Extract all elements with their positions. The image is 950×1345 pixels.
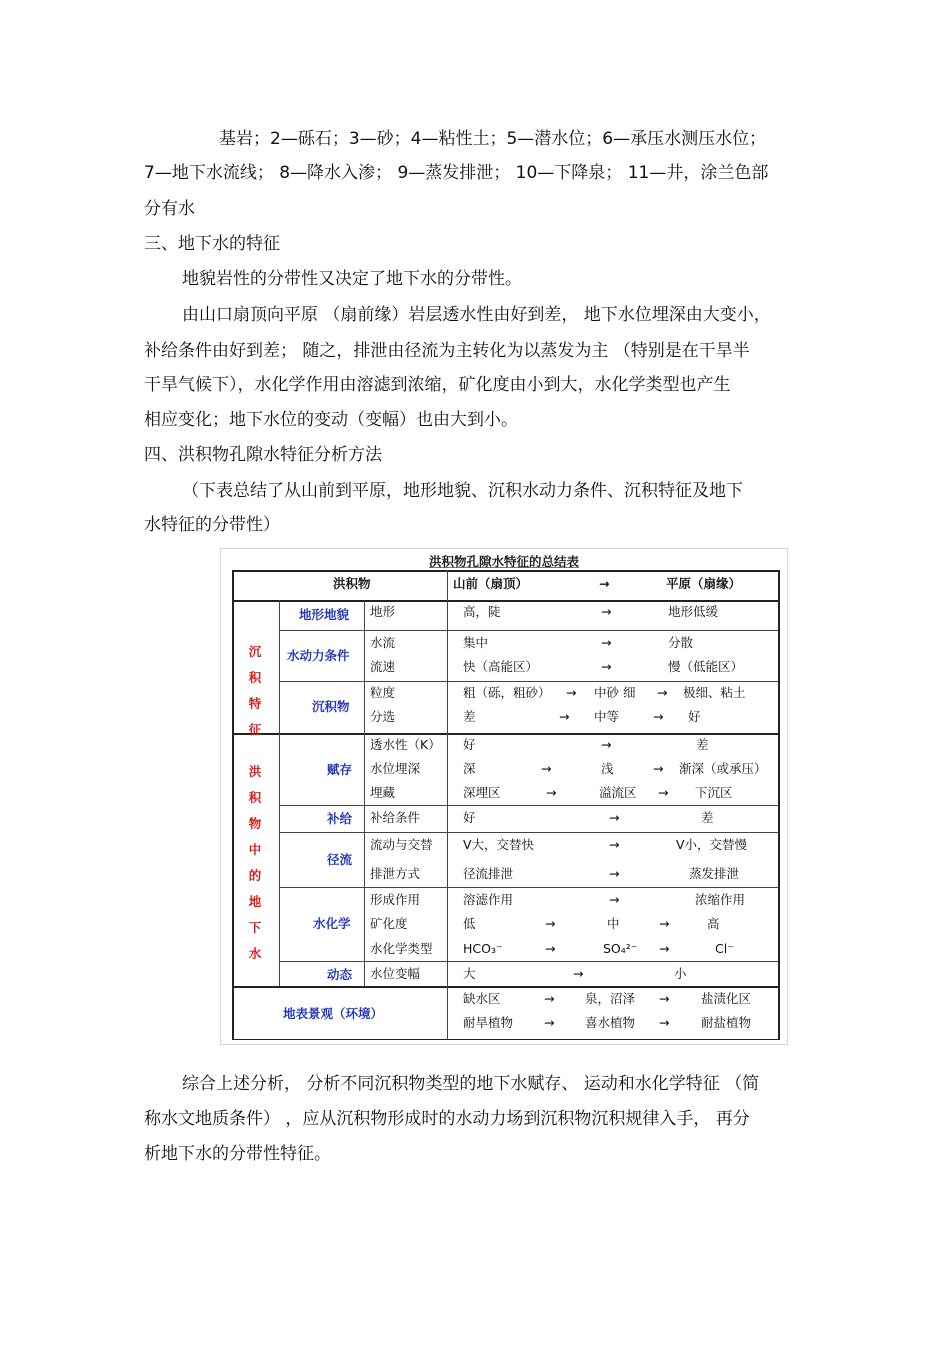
- sub-dynamics: 动态: [327, 967, 353, 982]
- cell: 差: [463, 709, 476, 724]
- row-key-recharge-condition: 补给条件: [370, 810, 421, 825]
- cell: 渐深（或承压）: [679, 761, 767, 776]
- cell: 喜水植物: [585, 1015, 636, 1030]
- cell: 慢（低能区）: [668, 659, 744, 674]
- cell: 深埋区: [463, 785, 501, 800]
- arrow: →: [541, 761, 552, 776]
- cell: 差: [701, 810, 714, 825]
- cell: 中等: [594, 709, 620, 724]
- legend-line-1: 基岩；2—砾石；3—砂；4—粘性土；5—潜水位；6—承压水测压水位；: [219, 129, 767, 149]
- cell: 地形低缓: [668, 604, 719, 619]
- section-heading-3: 三、地下水的特征: [144, 234, 280, 254]
- paragraph-1: 地貌岩性的分带性又决定了地下水的分带性。: [182, 269, 522, 289]
- sub-runoff: 径流: [327, 852, 353, 867]
- row-key-level-amplitude: 水位变幅: [370, 966, 421, 981]
- cell: 中砂 细: [594, 685, 636, 700]
- cell: V小，交替慢: [676, 837, 748, 852]
- cell: 缺水区: [463, 991, 501, 1006]
- row-key-chem-type: 水化学类型: [370, 941, 433, 956]
- cell: 耐旱植物: [463, 1015, 514, 1030]
- header-sediment: 洪积物: [333, 576, 371, 591]
- header-piedmont: 山前（扇顶）: [453, 576, 529, 591]
- cell: 浅: [601, 761, 614, 776]
- row-key-burial: 埋藏: [370, 785, 396, 800]
- group-surface-landscape: 地表景观（环境）: [283, 1006, 384, 1021]
- cell: 高，陡: [463, 604, 501, 619]
- arrow: →: [659, 941, 670, 956]
- header-plain: 平原（扇缘）: [666, 576, 742, 591]
- row-key-sorting: 分选: [370, 709, 396, 724]
- arrow: →: [609, 866, 620, 881]
- cell: 中: [607, 916, 620, 931]
- cell: 耐盐植物: [701, 1015, 752, 1030]
- cell: 粗（砾，粗砂）: [463, 685, 551, 700]
- cell: 差: [696, 737, 709, 752]
- cell: 泉，沼泽: [585, 991, 636, 1006]
- cell: 盐渍化区: [701, 991, 752, 1006]
- cell: 溶滤作用: [463, 892, 514, 907]
- paragraph-4-line-1: 综合上述分析， 分析不同沉积物类型的地下水赋存、 运动和水化学特征 （简: [182, 1074, 760, 1094]
- cell: 深: [463, 761, 476, 776]
- cell: 好: [463, 810, 476, 825]
- cell: 大: [463, 966, 476, 981]
- sub-hydrodynamic: 水动力条件: [287, 648, 350, 663]
- arrow: →: [573, 966, 584, 981]
- section-heading-4: 四、洪积物孔隙水特征分析方法: [144, 445, 382, 465]
- sub-recharge: 补给: [327, 811, 353, 826]
- arrow: →: [545, 941, 556, 956]
- arrow: →: [546, 785, 557, 800]
- cell: Cl⁻: [715, 941, 734, 956]
- arrow: →: [609, 892, 620, 907]
- arrow: →: [659, 991, 670, 1006]
- cell: V大，交替快: [463, 837, 535, 852]
- sub-landform: 地形地貌: [299, 607, 350, 622]
- cell: 小: [674, 966, 687, 981]
- arrow: →: [545, 916, 556, 931]
- legend-line-2: 7—地下水流线； 8—降水入渗； 9—蒸发排泄； 10—下降泉； 11—井，涂兰色部: [144, 163, 769, 183]
- paragraph-2-line-3: 干旱气候下），水化学作用由溶滤到浓缩，矿化度由小到大，水化学类型也产生: [144, 375, 731, 395]
- group-groundwater: 洪积物中的地下水: [248, 764, 262, 961]
- legend-line-3: 分有水: [144, 199, 195, 219]
- row-key-terrain: 地形: [370, 604, 396, 619]
- summary-table: [220, 548, 788, 1045]
- cell: 快（高能区）: [463, 659, 539, 674]
- arrow: →: [601, 604, 612, 619]
- group-sedimentary-features: 沉积特征: [248, 644, 262, 737]
- paragraph-3-line-1: （下表总结了从山前到平原，地形地貌、沉积水动力条件、沉积特征及地下: [182, 481, 743, 501]
- table-title: 洪积物孔隙水特征的总结表: [428, 554, 579, 569]
- cell: 溢流区: [599, 785, 637, 800]
- row-key-mineralization: 矿化度: [370, 916, 408, 931]
- row-key-flow-velocity: 流速: [370, 659, 396, 674]
- row-key-grain-size: 粒度: [370, 685, 396, 700]
- row-key-discharge-mode: 排泄方式: [370, 866, 421, 881]
- cell: SO₄²⁻: [603, 941, 638, 956]
- paragraph-3-line-2: 水特征的分带性）: [144, 515, 280, 535]
- arrow: →: [601, 635, 612, 650]
- header-arrow: →: [599, 576, 610, 591]
- cell: 蒸发排泄: [689, 866, 740, 881]
- cell: 浓缩作用: [695, 892, 746, 907]
- cell: 径流排泄: [463, 866, 514, 881]
- cell: 好: [463, 737, 476, 752]
- arrow: →: [609, 837, 620, 852]
- paragraph-2-line-2: 补给条件由好到差； 随之，排泄由径流为主转化为以蒸发为主 （特别是在干旱半: [144, 341, 750, 361]
- cell: 极细、粘土: [683, 685, 746, 700]
- paragraph-2-line-1: 由山口扇顶向平原 （扇前缘）岩层透水性由好到差， 地下水位埋深由大变小，: [182, 305, 771, 325]
- arrow: →: [544, 1015, 555, 1030]
- row-key-water-depth: 水位埋深: [370, 761, 421, 776]
- arrow: →: [566, 685, 577, 700]
- arrow: →: [544, 991, 555, 1006]
- paragraph-4-line-3: 析地下水的分带性特征。: [144, 1144, 331, 1164]
- row-key-formation: 形成作用: [370, 892, 421, 907]
- paragraph-4-line-2: 称水文地质条件） ，应从沉积物形成时的水动力场到沉积物沉积规律入手， 再分: [144, 1109, 750, 1129]
- cell: HCO₃⁻: [463, 941, 503, 956]
- arrow: →: [559, 709, 570, 724]
- cell: 高: [707, 916, 720, 931]
- arrow: →: [657, 685, 668, 700]
- row-key-water-flow: 水流: [370, 635, 396, 650]
- row-key-flow-exchange: 流动与交替: [370, 837, 433, 852]
- arrow: →: [658, 785, 669, 800]
- arrow: →: [609, 810, 620, 825]
- arrow: →: [601, 737, 612, 752]
- sub-hydrochemistry: 水化学: [313, 916, 351, 931]
- sub-occurrence: 赋存: [327, 762, 353, 777]
- arrow: →: [659, 916, 670, 931]
- cell: 分散: [668, 635, 694, 650]
- arrow: →: [653, 761, 664, 776]
- sub-sediment: 沉积物: [312, 699, 350, 714]
- arrow: →: [653, 709, 664, 724]
- cell: 集中: [463, 635, 489, 650]
- cell: 低: [463, 916, 476, 931]
- cell: 下沉区: [695, 785, 733, 800]
- cell: 好: [688, 709, 701, 724]
- row-key-permeability: 透水性（K）: [370, 737, 441, 752]
- arrow: →: [601, 659, 612, 674]
- paragraph-2-line-4: 相应变化；地下水位的变动（变幅）也由大到小。: [144, 410, 518, 430]
- arrow: →: [659, 1015, 670, 1030]
